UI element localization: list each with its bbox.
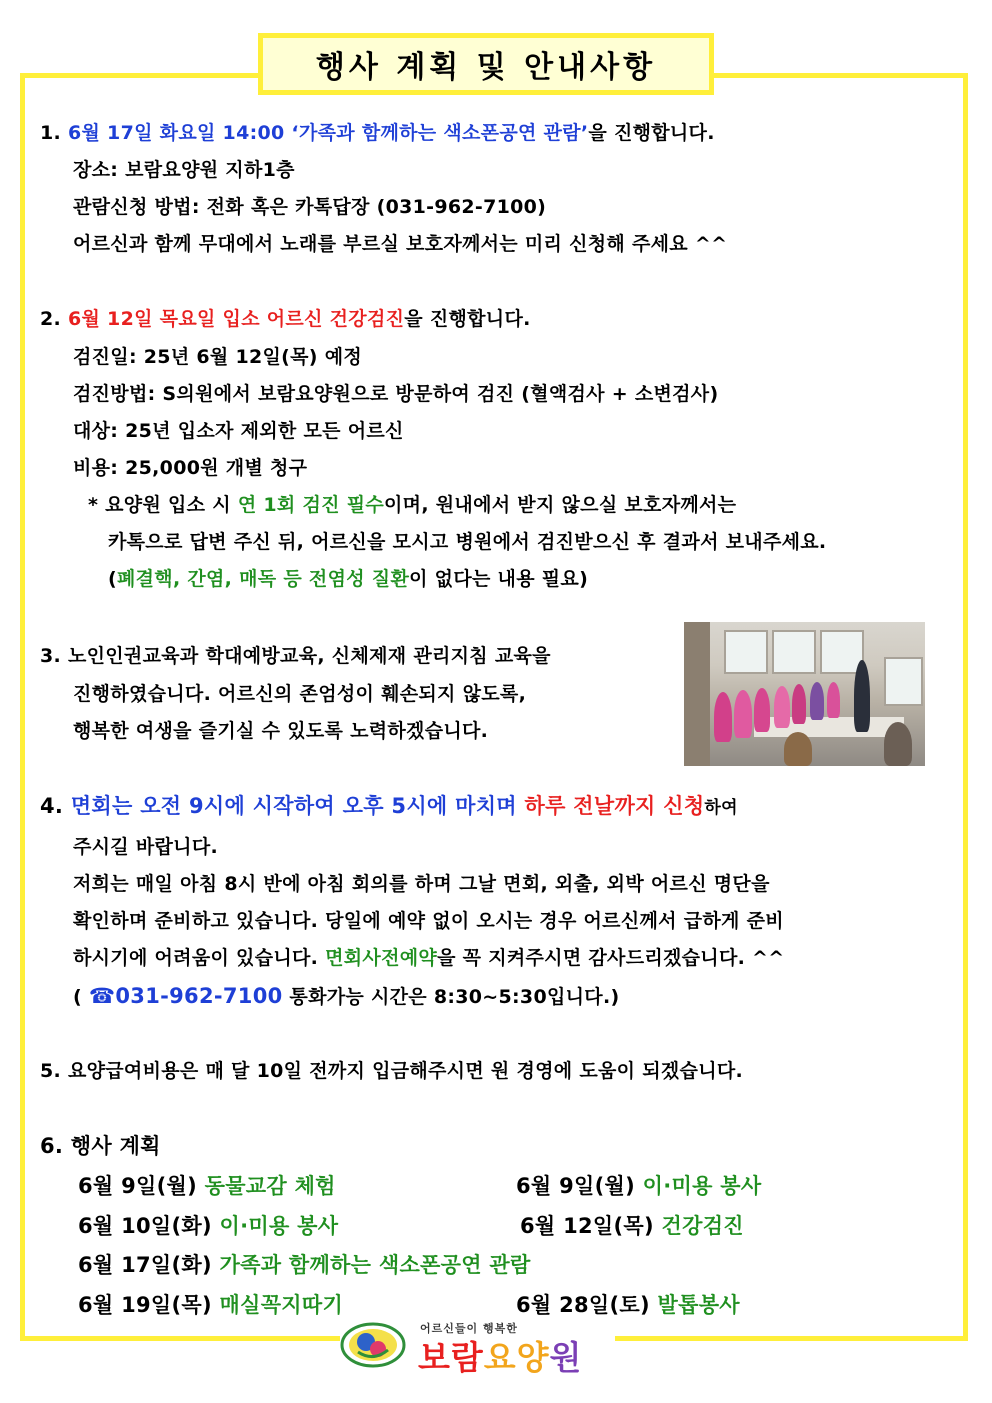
section-4-visit-hours: 면회는 오전 9시에 시작하여 오후 5시에 마치며 (70, 794, 517, 818)
logo-tagline: 어르신들이 행복한 (420, 1322, 518, 1335)
logo-name (418, 1332, 582, 1379)
page-title: 행사 계획 및 안내사항 (258, 33, 714, 95)
section-6-title: 6. 행사 계획 (40, 1134, 161, 1158)
section-2-highlight: 6월 12일 목요일 입소 어르신 건강검진 (67, 308, 405, 330)
section-4-line-6 (73, 982, 619, 1009)
note-highlight: 연 1회 검진 필수 (237, 494, 385, 516)
logo-name-part: 원 (549, 1338, 583, 1377)
text: 통화가능 시간은 8:30~5:30입니다.) (282, 986, 620, 1008)
section-2-rest: 을 진행합니다. (404, 308, 531, 330)
event-item (78, 1210, 338, 1240)
section-2-heading (40, 304, 531, 331)
section-1-apply: 관람신청 방법: 전화 혹은 카톡답장 (031-962-7100) (73, 196, 547, 218)
section-2-method: 검진방법: S의원에서 보람요양원으로 방문하여 검진 (혈액검사 + 소변검사) (73, 383, 719, 405)
note-text: 이며, 원내에서 받지 않으실 보호자께서는 (384, 494, 737, 516)
text: 하시기에 어려움이 있습니다. (73, 947, 326, 969)
logo-mark-icon (340, 1322, 406, 1368)
section-4-line-2: 주시길 바랍니다. (73, 836, 219, 858)
event-item (516, 1289, 740, 1319)
event-date: 6월 12일(목) (520, 1214, 654, 1238)
reservation-highlight: 면회사전예약 (325, 947, 438, 969)
event-name: 가족과 함께하는 색소폰공연 관람 (219, 1253, 531, 1277)
section-1-rest: 을 진행합니다. (588, 122, 715, 144)
section-2-cost: 비용: 25,000원 개별 청구 (73, 457, 308, 479)
section-number: 4. (40, 794, 64, 818)
section-2-date: 검진일: 25년 6월 12일(목) 예정 (73, 346, 363, 368)
event-date: 6월 9일(월) (78, 1174, 197, 1198)
section-3-line-3: 행복한 여생을 즐기실 수 있도록 노력하겠습니다. (73, 720, 489, 742)
boram-logo (340, 1320, 615, 1377)
note-text: * 요양원 입소 시 (88, 494, 238, 516)
note-text: ( (108, 568, 117, 590)
event-item (516, 1170, 761, 1200)
event-name: 건강검진 (661, 1214, 744, 1238)
event-name: 동물교감 체험 (204, 1174, 336, 1198)
event-item (78, 1249, 531, 1279)
section-5: 5. 요양급여비용은 매 달 10일 전까지 입금해주시면 원 경영에 도움이 되겠습니다. (40, 1060, 744, 1082)
section-4-deadline: 하루 전날까지 신청 (524, 794, 705, 818)
note-text: 이 없다는 내용 필요) (409, 568, 589, 590)
section-2-note (88, 490, 736, 517)
event-date: 6월 10일(화) (78, 1214, 212, 1238)
event-date: 6월 19일(목) (78, 1293, 212, 1317)
education-photo (684, 622, 925, 766)
text: ( (73, 986, 89, 1008)
event-date: 6월 17일(화) (78, 1253, 212, 1277)
section-4-tail: 하여 (704, 798, 738, 818)
section-1-note: 어르신과 함께 무대에서 노래를 부르실 보호자께서는 미리 신청해 주세요 ^^ (73, 233, 728, 255)
section-4-heading (40, 790, 738, 820)
section-4-line-5 (73, 943, 785, 970)
section-4-line-4: 확인하며 준비하고 있습니다. 당일에 예약 없이 오시는 경우 어르신께서 급하게 준비 (73, 910, 784, 932)
section-1-highlight: 6월 17일 화요일 14:00 ‘가족과 함께하는 색소폰공연 관람’ (67, 122, 589, 144)
section-2-note-3 (108, 564, 588, 591)
text: 을 꼭 지켜주시면 감사드리겠습니다. ^^ (437, 947, 785, 969)
phone-number: ☎031-962-7100 (88, 984, 283, 1008)
logo-name-part: 보람 (418, 1338, 484, 1377)
logo-name-part: 요양 (483, 1338, 550, 1377)
event-name: 이·미용 봉사 (219, 1214, 339, 1238)
section-number: 1. (40, 122, 62, 144)
event-date: 6월 9일(월) (516, 1174, 635, 1198)
event-date: 6월 28일(토) (516, 1293, 650, 1317)
event-item (520, 1210, 744, 1240)
section-1-place: 장소: 보람요양원 지하1층 (73, 159, 295, 181)
section-2-note-2: 카톡으로 답변 주신 뒤, 어르신을 모시고 병원에서 검진받으신 후 결과서 보내주세요. (108, 531, 827, 553)
event-name: 이·미용 봉사 (642, 1174, 762, 1198)
event-name: 매실꼭지따기 (219, 1293, 344, 1317)
section-1-heading (40, 118, 715, 145)
note-highlight: 폐결핵, 간염, 매독 등 전염성 질환 (116, 568, 410, 590)
section-number: 2. (40, 308, 62, 330)
event-item (78, 1170, 336, 1200)
event-name: 발톱봉사 (657, 1293, 740, 1317)
section-4-line-3: 저희는 매일 아침 8시 반에 아침 회의를 하며 그날 면회, 외출, 외박 어르신 명단을 (73, 873, 770, 895)
section-2-target: 대상: 25년 입소자 제외한 모든 어르신 (73, 420, 404, 442)
event-item (78, 1289, 343, 1319)
section-3-line-1: 3. 노인인권교육과 학대예방교육, 신체제재 관리지침 교육을 (40, 645, 551, 667)
section-3-line-2: 진행하였습니다. 어르신의 존엄성이 훼손되지 않도록, (73, 683, 527, 705)
